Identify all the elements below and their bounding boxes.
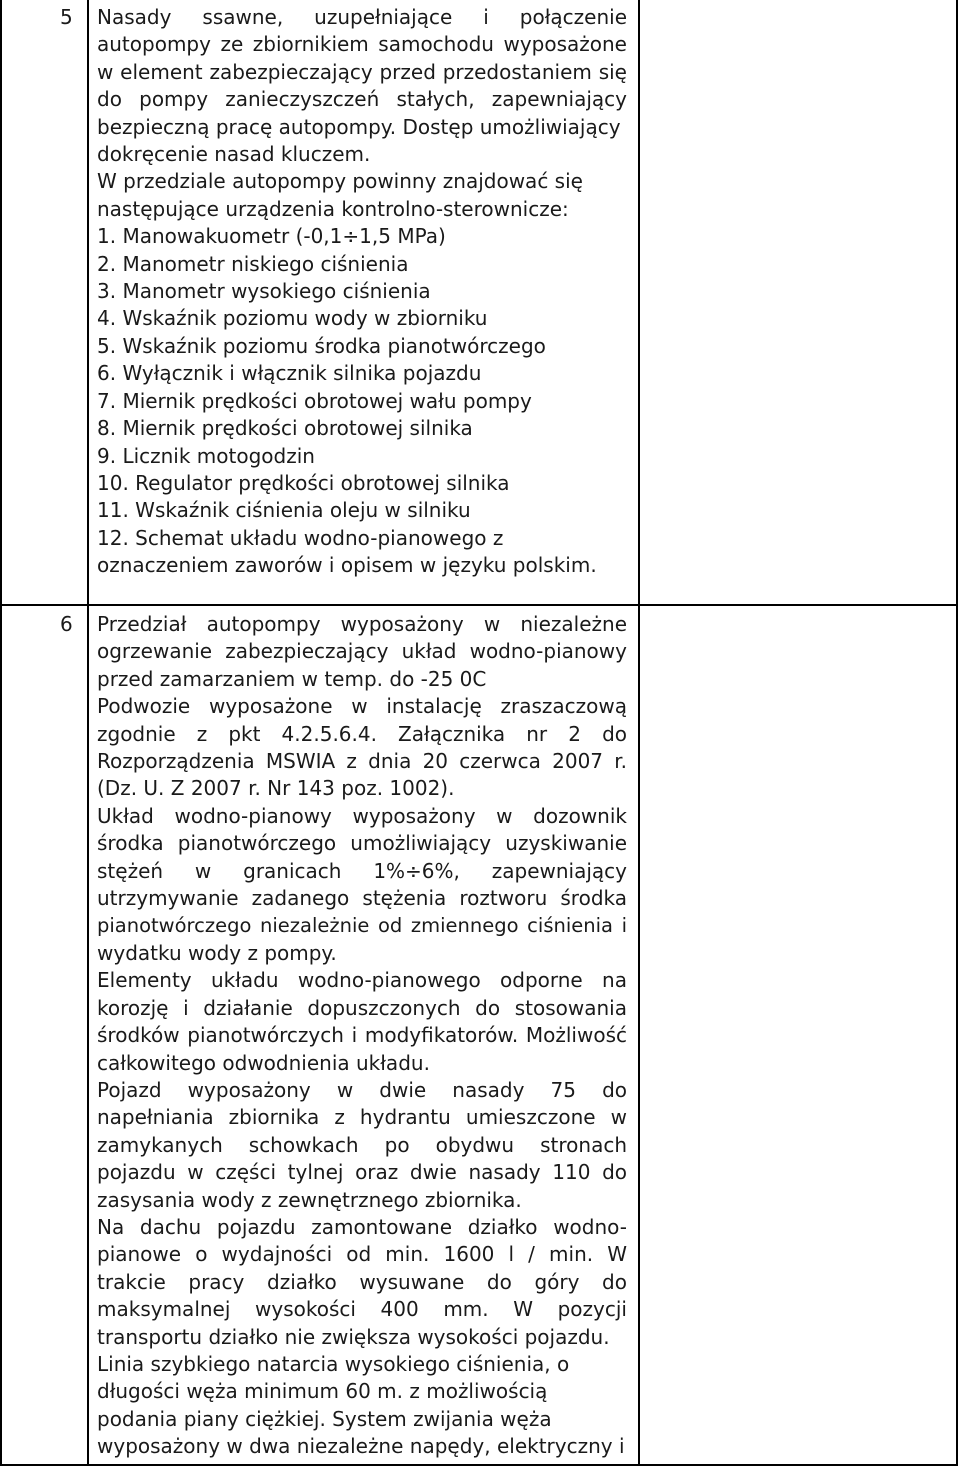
row-description — [97, 611, 627, 1461]
text-line: przed zamarzaniem w temp. do -25 0C — [97, 666, 487, 691]
text-line: maksymalnej wysokości 400 mm. W pozycji — [97, 1297, 627, 1322]
text-line: podania piany ciężkiej. System zwijania węża — [97, 1406, 552, 1431]
text-line: do pompy zanieczyszczeń stałych, zapewniający — [97, 87, 627, 112]
text-line: zamykanych schowkach po obydwu stronach — [97, 1132, 627, 1157]
text-line: 8. Miernik prędkości obrotowej silnika — [97, 416, 473, 441]
text-line: Przedział autopompy wyposażony w niezależne — [97, 612, 627, 636]
text-line: wydatku wody z pompy. — [97, 940, 337, 965]
text-line: napełniania zbiornika z hydrantu umieszczone w — [97, 1105, 627, 1130]
text-line: autopompy ze zbiornikiem samochodu wyposażone — [97, 32, 627, 57]
text-line: Na dachu pojazdu zamontowane działko wodno- — [97, 1214, 627, 1239]
table-left-border — [0, 0, 2, 1466]
text-line: pojazdu w części tylnej oraz dwie nasady 110 do — [97, 1160, 627, 1185]
text-line: Układ wodno-pianowy wyposażony w dozownik — [97, 803, 627, 828]
text-line: oznaczeniem zaworów i opisem w języku polskim. — [97, 553, 597, 578]
table-column-divider-2 — [638, 0, 640, 1466]
text-line: utrzymywanie zadanego stężenia roztworu środka — [97, 886, 627, 911]
text-line: 6. Wyłącznik i włącznik silnika pojazdu — [97, 361, 482, 386]
row-number: 5 — [60, 5, 73, 29]
text-line: wyposażony w dwa niezależne napędy, elektryczny i — [97, 1434, 625, 1459]
text-line: Elementy układu wodno-pianowego odporne na — [97, 968, 627, 993]
table-right-border — [956, 0, 958, 1466]
row-description — [97, 4, 627, 580]
text-line: Nasady ssawne, uzupełniające i połączenie — [97, 5, 627, 29]
text-line: ogrzewanie zabezpieczający układ wodno-pianowy — [97, 639, 627, 664]
text-line: transportu działko nie zwiększa wysokości pojazdu. — [97, 1324, 610, 1349]
text-line: pianotwórczego niezależnie od zmiennego ciśnienia i — [97, 914, 627, 938]
text-line: 10. Regulator prędkości obrotowej silnika — [97, 470, 510, 495]
text-line: całkowitego odwodnienia układu. — [97, 1050, 430, 1075]
text-line: 2. Manometr niskiego ciśnienia — [97, 251, 409, 276]
text-line: zgodnie z pkt 4.2.5.6.4. Załącznika nr 2 do — [97, 721, 627, 746]
text-line: zasysania wody z zewnętrznego zbiornika. — [97, 1187, 522, 1212]
text-line: W przedziale autopompy powinny znajdować się — [97, 169, 583, 194]
text-line: bezpieczną pracę autopompy. Dostęp umożliwiający — [97, 114, 621, 139]
table-column-divider-1 — [87, 0, 89, 1466]
text-line: Podwozie wyposażone w instalację zraszaczową — [97, 694, 627, 719]
text-line: następujące urządzenia kontrolno-sterownicze: — [97, 196, 569, 221]
text-line: Pojazd wyposażony w dwie nasady 75 do — [97, 1077, 627, 1102]
text-line: (Dz. U. Z 2007 r. Nr 143 poz. 1002). — [97, 776, 455, 801]
text-line: 7. Miernik prędkości obrotowej wału pompy — [97, 388, 532, 413]
row-divider — [0, 604, 958, 606]
text-line: dokręcenie nasad kluczem. — [97, 142, 371, 167]
text-line: środków pianotwórczych i modyfikatorów. Możliwość — [97, 1023, 627, 1048]
text-line: Linia szybkiego natarcia wysokiego ciśnienia, o — [97, 1351, 570, 1376]
text-line: długości węża minimum 60 m. z możliwością — [97, 1379, 548, 1404]
text-line: 1. Manowakuometr (-0,1÷1,5 MPa) — [97, 224, 446, 249]
text-line: 5. Wskaźnik poziomu środka pianotwórczego — [97, 333, 546, 358]
text-line: 4. Wskaźnik poziomu wody w zbiorniku — [97, 306, 488, 331]
text-line: trakcie pracy działko wysuwane do góry do — [97, 1269, 627, 1294]
text-line: 9. Licznik motogodzin — [97, 443, 315, 468]
text-line: pianowe o wydajności od min. 1600 l / min. W — [97, 1242, 627, 1267]
text-line: 12. Schemat układu wodno-pianowego z — [97, 525, 504, 550]
text-line: środka pianotwórczego umożliwiający uzyskiwanie — [97, 831, 627, 856]
text-line: 3. Manometr wysokiego ciśnienia — [97, 279, 431, 304]
text-line: 11. Wskaźnik ciśnienia oleju w silniku — [97, 498, 471, 523]
text-line: stężeń w granicach 1%÷6%, zapewniający — [97, 858, 627, 883]
text-line: w element zabezpieczający przed przedostaniem się — [97, 59, 627, 84]
text-line: korozję i działanie dopuszczonych do stosowania — [97, 995, 627, 1020]
text-line: Rozporządzenia MSWIA z dnia 20 czerwca 2007 r. — [97, 749, 627, 774]
row-number: 6 — [60, 612, 73, 636]
